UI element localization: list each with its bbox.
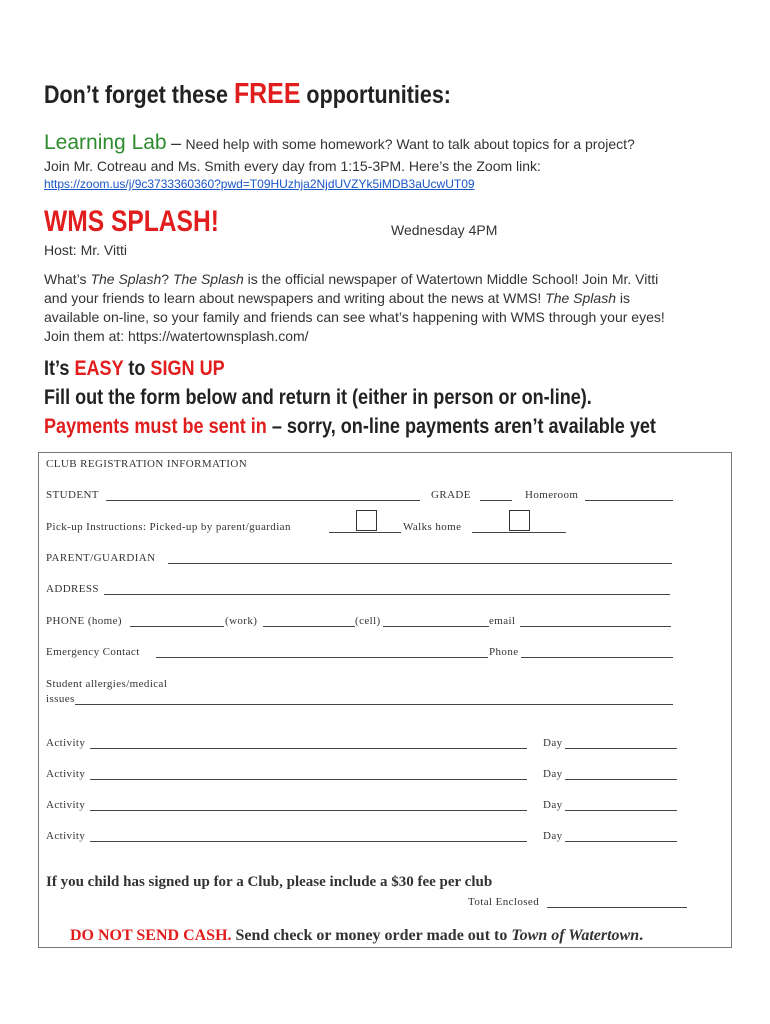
splash-host: Host: Mr. Vitti [44,242,127,258]
signup-sign: SIGN UP [150,357,225,380]
learning-lab-dash: – [171,133,182,153]
day-label: Day [543,799,563,811]
splash-p2b: The Splash [545,290,616,306]
headline-part2: opportunities: [306,81,451,109]
walks-home-checkbox[interactable] [509,510,530,531]
emergency-phone-field[interactable] [521,657,673,658]
activity-field[interactable] [90,841,527,842]
day-field[interactable] [565,841,677,842]
splash-time: Wednesday 4PM [391,222,498,238]
day-field[interactable] [565,779,677,780]
activity-label: Activity [46,737,86,749]
student-label: STUDENT [46,489,99,501]
form-header: CLUB REGISTRATION INFORMATION [46,458,248,470]
email-field[interactable] [520,626,671,627]
signup-easy: EASY [74,357,124,380]
address-field[interactable] [104,594,670,595]
pickup-label: Pick-up Instructions: Picked-up by parent/guardian [46,521,291,533]
day-field[interactable] [565,810,677,811]
day-label: Day [543,830,563,842]
payee-name: Town of Watertown [511,927,640,944]
grade-field[interactable] [480,500,512,501]
homeroom-field[interactable] [585,500,673,501]
no-cash-notice: DO NOT SEND CASH. [70,927,232,944]
activity-field[interactable] [90,779,527,780]
activity-label: Activity [46,799,86,811]
phone-home-field[interactable] [130,626,224,627]
emergency-field[interactable] [156,657,488,658]
splash-p4: Join them at: https://watertownsplash.com/ [44,328,309,344]
phone-home-label: PHONE (home) [46,615,122,627]
allergies-label-2: issues [46,693,75,705]
signup-line3-rest: – sorry, on-line payments aren’t available yet [266,415,656,438]
splash-p3: available on-line, so your family and friends can see what’s happening with WMS through your eyes! [44,309,665,325]
allergies-label-1: Student allergies/medical [46,678,168,690]
phone-work-label: (work) [225,615,258,627]
total-enclosed-label: Total Enclosed [468,896,540,908]
signup-line2: Fill out the form below and return it (either in person or on-line). [44,386,592,409]
payment-period: . [639,927,644,944]
splash-p1a: What’s [44,271,91,287]
walks-home-line [472,532,566,533]
emergency-phone-label: Phone [489,646,519,658]
parent-label: PARENT/GUARDIAN [46,552,156,564]
total-enclosed-field[interactable] [547,907,687,908]
learning-lab-line2: Join Mr. Cotreau and Ms. Smith every day from 1:15-3PM. Here’s the Zoom link: [44,158,541,174]
payment-instructions [70,927,643,945]
day-label: Day [543,768,563,780]
splash-p1b: The Splash [90,271,162,287]
activity-field[interactable] [90,810,527,811]
splash-p1e: is the official newspaper of Watertown Middle School! Join Mr. Vitti [243,271,659,287]
signup-line3 [44,412,656,441]
student-field[interactable] [106,500,420,501]
pickup-parent-line [329,532,401,533]
address-label: ADDRESS [46,583,99,595]
page-headline [44,78,451,111]
homeroom-label: Homeroom [525,489,579,501]
email-label: email [489,615,516,627]
splash-p1c: ? [161,271,173,287]
phone-cell-field[interactable] [383,626,489,627]
phone-cell-label: (cell) [355,615,381,627]
headline-free: FREE [233,78,301,110]
activity-label: Activity [46,768,86,780]
check-instructions: Send check or money order made out to [231,927,512,944]
grade-label: GRADE [431,489,471,501]
activity-field[interactable] [90,748,527,749]
signup-a: It’s [44,357,75,380]
pickup-parent-checkbox[interactable] [356,510,377,531]
emergency-label: Emergency Contact [46,646,140,658]
fee-notice: If you child has signed up for a Club, please include a $30 fee per club [46,874,493,890]
splash-p2c: is [616,290,630,306]
splash-p2: and your friends to learn about newspapers and writing about the news at WMS! [44,290,542,306]
learning-lab-title: Learning Lab [44,131,167,154]
activity-label: Activity [46,830,86,842]
allergies-field[interactable] [75,704,673,705]
day-label: Day [543,737,563,749]
splash-title: WMS SPLASH! [44,205,219,238]
learning-lab-heading [44,131,635,155]
zoom-link[interactable]: https://zoom.us/j/9c3733360360?pwd=T09HUzhja2NjdUVZYk5iMDB3aUcwUT09 [44,177,475,191]
walks-home-label: Walks home [403,521,462,533]
phone-work-field[interactable] [263,626,355,627]
signup-line3-red: Payments must be sent in [44,415,267,438]
splash-p1d: The Splash [172,271,244,287]
signup-line1 [44,354,225,383]
signup-b: to [123,357,151,380]
learning-lab-line1: Need help with some homework? Want to talk about topics for a project? [185,136,635,152]
parent-field[interactable] [168,563,672,564]
splash-paragraph [44,270,734,346]
headline-part1: Don’t forget these [44,81,228,109]
day-field[interactable] [565,748,677,749]
